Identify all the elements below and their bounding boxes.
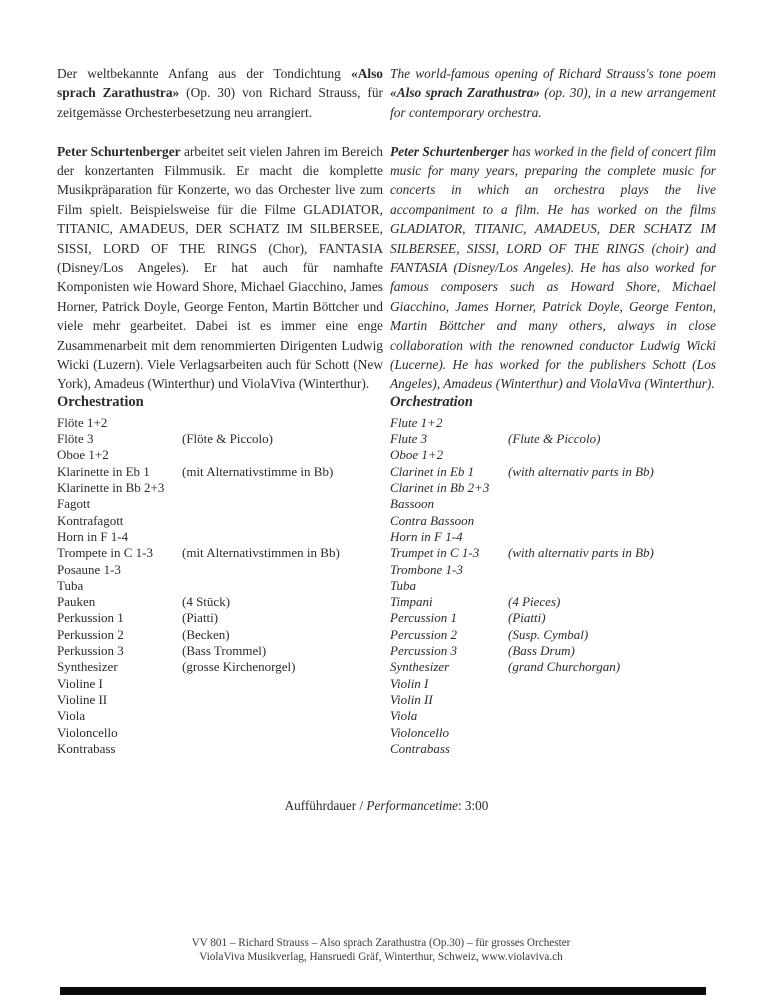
instrument-note: (Piatti) xyxy=(508,610,546,626)
orchestration-row xyxy=(390,431,716,447)
instrument-note xyxy=(182,725,383,741)
orchestration-row xyxy=(57,692,383,708)
instrument-note xyxy=(508,578,716,594)
instrument-note xyxy=(508,529,716,545)
instrument-note xyxy=(508,415,716,431)
orchestration-row xyxy=(390,464,716,480)
orchestration-row xyxy=(390,676,716,692)
instrument-note xyxy=(182,578,383,594)
instrument-note: (grosse Kirchenorgel) xyxy=(182,659,296,675)
english-intro-pre: The world-famous opening of Richard Strauss's tone poem xyxy=(390,66,716,81)
german-intro-pre: Der weltbekannte Anfang aus der Tondichtung xyxy=(57,66,351,81)
orchestration-row xyxy=(390,529,716,545)
footer xyxy=(0,936,762,964)
instrument-name: Flute 3 xyxy=(390,431,428,447)
orchestration-row xyxy=(390,496,716,512)
instrument-note xyxy=(182,692,383,708)
instrument-name: Contra Bassoon xyxy=(390,512,475,528)
instrument-note: (Bass Trommel) xyxy=(182,643,267,659)
instrument-note: (Bass Drum) xyxy=(508,643,575,659)
orchestration-row xyxy=(390,741,716,757)
orchestration-row xyxy=(57,741,383,757)
instrument-name: Flöte 3 xyxy=(57,431,94,447)
orchestration-row xyxy=(57,496,383,512)
instrument-name: Fagott xyxy=(57,496,91,512)
duration-label-de: Aufführdauer xyxy=(284,798,357,814)
instrument-name: Violine I xyxy=(57,675,103,691)
instrument-name: Perkussion 2 xyxy=(57,626,124,642)
english-work-title: «Also sprach Zarathustra» xyxy=(390,85,540,101)
instrument-name: Percussion 3 xyxy=(390,643,458,659)
instrument-note xyxy=(182,529,383,545)
orchestration-row xyxy=(57,529,383,545)
duration-label-en: Performancetime xyxy=(366,798,458,814)
duration-value: : 3:00 xyxy=(457,798,489,814)
orchestration-row xyxy=(57,725,383,741)
instrument-note: (mit Alternativstimmen in Bb) xyxy=(182,545,340,561)
instrument-name: Clarinet in Bb 2+3 xyxy=(390,480,490,496)
instrument-note: (mit Alternativstimme in Bb) xyxy=(182,463,334,479)
orchestration-heading-en: Orchestration xyxy=(390,393,473,410)
instrument-name: Trumpet in C 1-3 xyxy=(390,545,480,561)
instrument-name: Violoncello xyxy=(390,724,449,740)
english-bio-paragraph xyxy=(390,142,716,394)
orchestration-row xyxy=(390,480,716,496)
orchestration-row xyxy=(390,643,716,659)
instrument-note xyxy=(182,676,383,692)
instrument-name: Oboe 1+2 xyxy=(390,447,444,463)
instrument-note xyxy=(182,708,383,724)
german-intro-post: (Op. 30) von Richard Strauss, für zeitgemässe Orchesterbesetzung neu arrangiert. xyxy=(57,85,383,120)
instrument-note xyxy=(508,708,716,724)
instrument-name: Klarinette in Bb 2+3 xyxy=(57,480,165,496)
orchestration-english xyxy=(390,394,716,757)
orchestration-row xyxy=(390,578,716,594)
document-page xyxy=(57,64,716,814)
instrument-name: Violoncello xyxy=(57,724,118,740)
orchestration-row xyxy=(57,610,383,626)
orchestration-row xyxy=(57,643,383,659)
orchestration-row xyxy=(57,676,383,692)
instrument-note: (Becken) xyxy=(182,626,230,642)
instrument-name: Pauken xyxy=(57,594,96,610)
instrument-name: Horn in F 1-4 xyxy=(57,528,129,544)
instrument-note xyxy=(182,480,383,496)
instrument-name: Synthesizer xyxy=(390,659,450,675)
description-section xyxy=(57,64,716,394)
instrument-note xyxy=(508,480,716,496)
german-bio-text: arbeitet seit vielen Jahren im Bereich der konzertanten Filmmusik. Er macht die komplette Musikpräparation für Konzerte, wo das Orchester live zum Film spielt. Beispielsweise für die Filme GLADIATOR, TITANIC, AMADEUS, DER SCHATZ IM SILBERSEE, SISSI, LORD OF THE RINGS (Chor), FANTASIA (Disney/Los Angeles). Er hat auch für namhafte Komponisten wie Howard Shore, Michael Giacchino, James Horner, Patrick Doyle, George Fenton, Martin Böttcher und viele mehr gearbeitet. Dabei ist es immer eine enge Zusammenarbeit mit dem renommierten Dirigenten Ludwig Wicki (Luzern). Viele Verlagsarbeiten auch für Schott (New York), Amadeus (Winterthur) und ViolaViva (Winterthur). xyxy=(57,143,383,392)
orchestration-row xyxy=(390,610,716,626)
instrument-name: Flute 1+2 xyxy=(390,414,443,430)
orchestration-row xyxy=(57,431,383,447)
instrument-name: Bassoon xyxy=(390,496,435,512)
german-arranger-name: Peter Schurtenberger xyxy=(57,143,181,159)
instrument-name: Violine II xyxy=(57,691,108,707)
instrument-note: (Flute & Piccolo) xyxy=(508,431,601,447)
instrument-name: Violin II xyxy=(390,691,433,707)
instrument-name: Timpani xyxy=(390,594,433,610)
instrument-name: Percussion 2 xyxy=(390,626,458,642)
instrument-name: Oboe 1+2 xyxy=(57,447,109,463)
instrument-name: Violin I xyxy=(390,675,429,691)
orchestration-row xyxy=(390,562,716,578)
instrument-name: Kontrafagott xyxy=(57,512,124,528)
instrument-name: Horn in F 1-4 xyxy=(390,528,463,544)
orchestration-row xyxy=(390,545,716,561)
english-arranger-name: Peter Schurtenberger xyxy=(390,143,509,159)
instrument-name: Perkussion 3 xyxy=(57,643,124,659)
orchestration-row xyxy=(57,464,383,480)
instrument-name: Posaune 1-3 xyxy=(57,561,121,577)
instrument-name: Contrabass xyxy=(390,740,450,756)
english-bio-text: has worked in the field of concert film music for many years, preparing the complete music for concerts in which an orchestra plays the live accompaniment to a film. He has worked on the films GLADIATOR, TITANIC, AMADEUS, DER SCHATZ IM SILBERSEE, SISSI, LORD OF THE RINGS (choir) and FANTASIA (Disney/Los Angeles). He has also worked for famous composers such as Howard Shore, Michael Giacchino, James Horner, Patrick Doyle, George Fenton, Martin Böttcher and many others, always in close collaboration with the renowned conductor Ludwig Wicki (Lucerne). He has worked for the publishers Schott (Los Angeles), Amadeus (Winterthur) and ViolaViva (Winterthur). xyxy=(390,143,716,392)
instrument-note xyxy=(508,562,716,578)
instrument-note xyxy=(508,513,716,529)
instrument-name: Synthesizer xyxy=(57,659,118,675)
german-work-title: «Also sprach Zarathustra» xyxy=(57,66,383,101)
instrument-name: Perkussion 1 xyxy=(57,610,124,626)
orchestration-row xyxy=(390,415,716,431)
german-description-column xyxy=(57,64,383,394)
instrument-note xyxy=(182,415,383,431)
orchestration-row xyxy=(390,627,716,643)
instrument-note xyxy=(182,513,383,529)
instrument-name: Trompete in C 1-3 xyxy=(57,545,153,561)
orchestration-heading-de: Orchestration xyxy=(57,393,144,410)
orchestration-row xyxy=(57,708,383,724)
english-intro-paragraph xyxy=(390,64,716,122)
instrument-name: Viola xyxy=(57,708,86,724)
instrument-name: Trombone 1-3 xyxy=(390,561,463,577)
instrument-note xyxy=(508,496,716,512)
orchestration-list-en xyxy=(390,415,716,757)
orchestration-row xyxy=(390,725,716,741)
orchestration-section xyxy=(57,394,716,757)
german-bio-paragraph xyxy=(57,142,383,394)
instrument-name: Clarinet in Eb 1 xyxy=(390,463,475,479)
orchestration-row xyxy=(57,447,383,463)
instrument-name: Kontrabass xyxy=(57,740,116,756)
instrument-note xyxy=(182,447,383,463)
instrument-note: (with alternativ parts in Bb) xyxy=(508,463,654,479)
instrument-name: Percussion 1 xyxy=(390,610,458,626)
instrument-note: (with alternativ parts in Bb) xyxy=(508,545,654,561)
orchestration-german xyxy=(57,394,383,757)
footer-line-1: VV 801 – Richard Strauss – Also sprach Zarathustra (Op.30) – für grosses Orchester xyxy=(191,937,571,949)
duration-line xyxy=(57,798,716,814)
orchestration-list-de xyxy=(57,415,383,757)
orchestration-row xyxy=(57,562,383,578)
instrument-note xyxy=(182,562,383,578)
orchestration-row xyxy=(390,513,716,529)
orchestration-row xyxy=(390,708,716,724)
instrument-name: Klarinette in Eb 1 xyxy=(57,463,150,479)
instrument-note: (4 Pieces) xyxy=(508,594,561,610)
orchestration-row xyxy=(57,578,383,594)
orchestration-row xyxy=(390,594,716,610)
orchestration-row xyxy=(57,659,383,675)
orchestration-row xyxy=(57,513,383,529)
orchestration-row xyxy=(57,594,383,610)
orchestration-row xyxy=(57,627,383,643)
page-scan-edge-bar xyxy=(60,987,706,995)
instrument-note xyxy=(508,676,716,692)
instrument-note: (grand Churchorgan) xyxy=(508,659,621,675)
footer-line-2: ViolaViva Musikverlag, Hansruedi Gräf, Winterthur, Schweiz, www.violaviva.ch xyxy=(199,951,563,963)
instrument-name: Tuba xyxy=(57,577,84,593)
instrument-note xyxy=(182,741,383,757)
orchestration-row xyxy=(57,545,383,561)
instrument-note xyxy=(182,496,383,512)
instrument-name: Flöte 1+2 xyxy=(57,414,108,430)
instrument-note xyxy=(508,725,716,741)
instrument-note xyxy=(508,447,716,463)
instrument-note xyxy=(508,692,716,708)
instrument-note: (Susp. Cymbal) xyxy=(508,626,589,642)
duration-separator: / xyxy=(356,798,367,814)
instrument-note: (Piatti) xyxy=(182,610,219,626)
orchestration-row xyxy=(57,415,383,431)
instrument-name: Tuba xyxy=(390,577,417,593)
german-intro-paragraph xyxy=(57,64,383,122)
orchestration-row xyxy=(390,692,716,708)
instrument-name: Viola xyxy=(390,708,418,724)
english-description-column xyxy=(390,64,716,394)
instrument-note xyxy=(508,741,716,757)
instrument-note: (4 Stück) xyxy=(182,594,231,610)
orchestration-row xyxy=(390,659,716,675)
instrument-note: (Flöte & Piccolo) xyxy=(182,431,273,447)
english-intro-post: (op. 30), in a new arrangement for contemporary orchestra. xyxy=(390,85,716,120)
orchestration-row xyxy=(390,447,716,463)
orchestration-row xyxy=(57,480,383,496)
